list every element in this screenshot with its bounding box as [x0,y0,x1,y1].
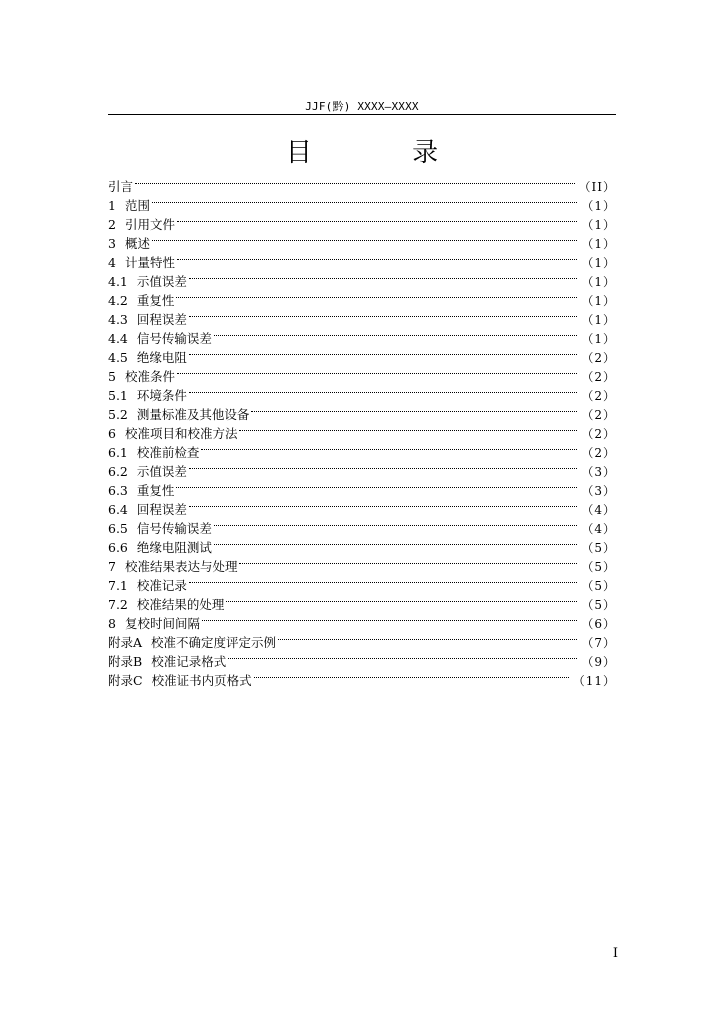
toc-entry[interactable] [108,381,616,403]
toc-entry-title: 计量特性 [124,255,175,270]
page-title: 目 录 [285,138,485,168]
toc-entry-title: 概述 [124,236,150,251]
toc-entry[interactable] [108,210,616,232]
toc-leader-dots [189,305,577,324]
toc-entry-title: 重复性 [136,293,175,308]
toc-entry-page: （5） [581,598,616,612]
toc-entry-title: 绝缘电阻 [136,350,187,365]
toc-entry-label [108,291,174,310]
toc-leader-dots [239,419,577,438]
toc-entry[interactable] [108,286,616,308]
toc-leader-dots [177,210,577,229]
toc-entry[interactable] [108,476,616,498]
toc-entry-page: （2） [581,351,616,365]
toc-entry-number: 6.6 [108,540,128,555]
toc-entry-number: 2 [108,217,116,232]
toc-entry-number: 4.5 [108,350,128,365]
toc-entry-title: 校准记录格式 [151,654,227,669]
toc-entry-page: （II） [578,180,616,194]
toc-entry-number: 7.2 [108,597,128,612]
toc-entry-page: （1） [581,237,616,251]
toc-entry-number: 1 [108,198,116,213]
toc-leader-dots [251,400,577,419]
toc-entry-title: 复校时间间隔 [124,616,200,631]
toc-entry-title: 示值误差 [136,464,187,479]
toc-entry-title: 测量标准及其他设备 [136,407,250,422]
document-code-header: JJF(黔) XXXX—XXXX [305,100,419,113]
toc-leader-dots [202,609,577,628]
header-rule [108,114,616,115]
toc-entry-title: 环境条件 [136,388,187,403]
toc-entry-page: （1） [581,199,616,213]
toc-entry-page: （4） [581,522,616,536]
toc-leader-dots [189,457,577,476]
toc-entry-page: （2） [581,370,616,384]
toc-entry-number: 4.2 [108,293,128,308]
toc-leader-dots [177,362,577,381]
toc-entry-number: 6.2 [108,464,128,479]
toc-entry-number: 5.2 [108,407,128,422]
toc-entry-page: （1） [581,313,616,327]
toc-entry-label [108,614,200,633]
toc-entry-page: （4） [581,503,616,517]
toc-entry[interactable] [108,191,616,213]
toc-entry-number: 4.3 [108,312,128,327]
toc-entry-page: （11） [572,674,616,688]
toc-entry-number: 7.1 [108,578,128,593]
toc-leader-dots [189,267,577,286]
toc-entry-label [108,405,249,424]
toc-leader-dots [254,666,569,685]
toc-entry[interactable] [108,267,616,289]
toc-entry-label [108,519,212,538]
toc-entry-title: 校准项目和校准方法 [124,426,238,441]
toc-entry-number: 4.1 [108,274,128,289]
toc-entry-label [108,272,187,291]
toc-entry-number: 5 [108,369,116,384]
toc-entry-title: 信号传输误差 [136,521,212,536]
toc-leader-dots [176,476,577,495]
toc-entry-title: 引言 [108,179,134,194]
toc-entry[interactable] [108,229,616,251]
toc-entry-label [108,652,226,671]
toc-entry-label [108,500,187,519]
page-number: I [612,946,618,961]
toc-entry-number: 7 [108,559,116,574]
toc-entry[interactable] [108,172,616,194]
toc-entry-number: 6 [108,426,116,441]
toc-leader-dots [152,229,577,248]
toc-entry-page: （1） [581,332,616,346]
toc-leader-dots [189,571,577,590]
toc-entry-label [108,310,187,329]
toc-entry-label [108,576,187,595]
toc-entry-page: （1） [581,275,616,289]
toc-leader-dots [214,533,577,552]
toc-entry-label [108,196,150,215]
toc-entry-number: 8 [108,616,116,631]
toc-leader-dots [189,381,577,400]
toc-entry-title: 校准证书内页格式 [151,673,252,688]
toc-entry-number: 附录B [108,654,143,669]
toc-entry-page: （2） [581,389,616,403]
toc-entry-label [108,481,174,500]
toc-entry[interactable] [108,362,616,384]
toc-entry-label [108,348,187,367]
toc-entry-page: （5） [581,560,616,574]
toc-entry-number: 6.3 [108,483,128,498]
toc-entry-title: 校准前检查 [136,445,200,460]
toc-entry-number: 5.1 [108,388,128,403]
toc-leader-dots [201,438,577,457]
toc-leader-dots [176,286,577,305]
toc-entry-title: 校准条件 [124,369,175,384]
toc-entry-page: （2） [581,408,616,422]
toc-entry-number: 6.1 [108,445,128,460]
toc-entry-label [108,234,150,253]
toc-entry-number: 6.4 [108,502,128,517]
toc-entry-label [108,443,199,462]
toc-entry-title: 校准结果的处理 [136,597,225,612]
toc-entry-number: 6.5 [108,521,128,536]
toc-entry-title: 校准结果表达与处理 [124,559,238,574]
toc-leader-dots [189,343,577,362]
toc-entry-title: 引用文件 [124,217,175,232]
toc-entry-number: 3 [108,236,116,251]
toc-entry-label [108,386,187,405]
toc-entry-title: 示值误差 [136,274,187,289]
toc-entry-title: 回程误差 [136,502,187,517]
toc-entry-page: （1） [581,218,616,232]
toc-entry-page: （9） [581,655,616,669]
toc-entry-label [108,462,187,481]
toc-entry-title: 绝缘电阻测试 [136,540,212,555]
toc-entry[interactable] [108,305,616,327]
toc-entry-label [108,671,252,690]
toc-entry-page: （2） [581,446,616,460]
toc-leader-dots [278,628,577,647]
toc-entry-page: （7） [581,636,616,650]
toc-leader-dots [239,552,577,571]
toc-entry[interactable] [108,248,616,270]
toc-entry[interactable] [108,495,616,517]
toc-leader-dots [189,495,577,514]
toc-entry-number: 4 [108,255,116,270]
toc-entry-number: 4.4 [108,331,128,346]
table-of-contents [108,172,616,688]
toc-leader-dots [228,647,577,666]
toc-entry-title: 信号传输误差 [136,331,212,346]
toc-entry-page: （6） [581,617,616,631]
toc-entry-label [108,177,133,196]
toc-entry-label [108,538,212,557]
toc-leader-dots [152,191,577,210]
toc-entry-page: （3） [581,484,616,498]
toc-entry-page: （5） [581,579,616,593]
toc-entry-page: （1） [581,294,616,308]
toc-leader-dots [226,590,577,609]
toc-entry-title: 校准记录 [136,578,187,593]
toc-leader-dots [214,514,577,533]
toc-entry-title: 校准不确定度评定示例 [151,635,277,650]
toc-leader-dots [135,172,575,191]
toc-leader-dots [177,248,577,267]
toc-entry-label [108,367,175,386]
toc-entry-title: 回程误差 [136,312,187,327]
toc-entry-label [108,253,175,272]
toc-entry-page: （5） [581,541,616,555]
toc-entry-title: 重复性 [136,483,175,498]
toc-entry-title: 范围 [124,198,150,213]
toc-entry-page: （2） [581,427,616,441]
toc-entry-page: （3） [581,465,616,479]
toc-entry-number: 附录C [108,673,143,688]
toc-entry-number: 附录A [108,635,143,650]
toc-entry-page: （1） [581,256,616,270]
toc-leader-dots [214,324,577,343]
